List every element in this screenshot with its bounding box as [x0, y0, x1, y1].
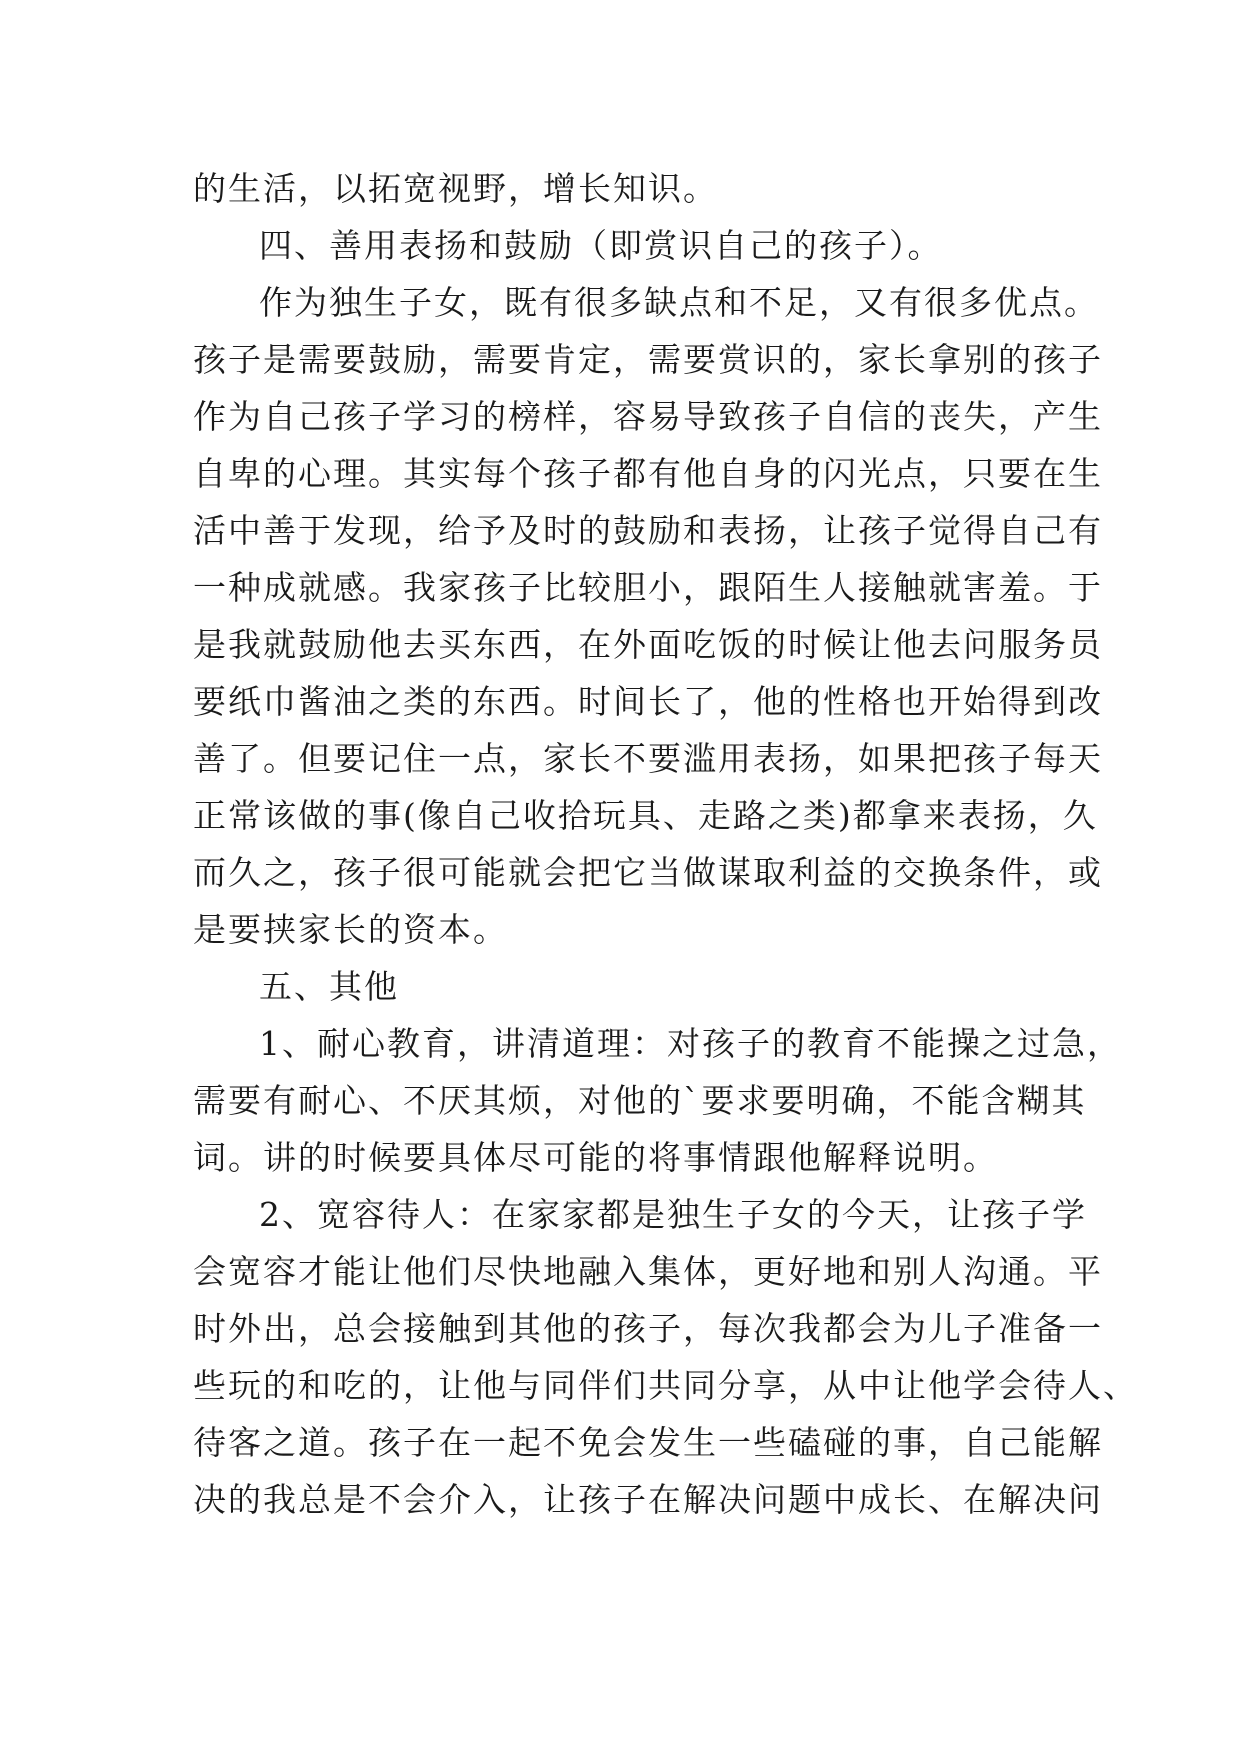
paragraph-start: 作为独生子女，既有很多缺点和不足，又有很多优点。 [259, 283, 1099, 322]
text-line: 是要挟家长的资本。 [193, 910, 508, 949]
text-line: 自卑的心理。其实每个孩子都有他自身的闪光点，只要在生 [193, 454, 1103, 493]
text-line: 待客之道。孩子在一起不免会发生一些磕碰的事，自己能解 [193, 1423, 1103, 1462]
text-line: 而久之，孩子很可能就会把它当做谋取利益的交换条件，或 [193, 853, 1103, 892]
text-line: 的生活，以拓宽视野，增长知识。 [193, 169, 718, 208]
text-line: 一种成就感。我家孩子比较胆小，跟陌生人接触就害羞。于 [193, 568, 1103, 607]
section-heading-5: 五、其他 [259, 967, 399, 1006]
section-heading-4: 四、善用表扬和鼓励（即赏识自己的孩子）。 [259, 226, 943, 265]
text-line: 孩子是需要鼓励，需要肯定，需要赏识的，家长拿别的孩子 [193, 340, 1103, 379]
text-line: 词。讲的时候要具体尽可能的将事情跟他解释说明。 [193, 1138, 998, 1177]
text-line: 会宽容才能让他们尽快地融入集体，更好地和别人沟通。平 [193, 1252, 1103, 1291]
text-line: 是我就鼓励他去买东西，在外面吃饭的时候让他去问服务员 [193, 625, 1103, 664]
text-line: 要纸巾酱油之类的东西。时间长了，他的性格也开始得到改 [193, 682, 1103, 721]
text-line: 活中善于发现，给予及时的鼓励和表扬，让孩子觉得自己有 [193, 511, 1103, 550]
text-line: 需要有耐心、不厌其烦，对他的`要求要明确，不能含糊其 [193, 1081, 1087, 1120]
body-text [193, 160, 1138, 1528]
text-line: 决的我总是不会介入，让孩子在解决问题中成长、在解决问 [193, 1480, 1103, 1519]
text-line: 作为自己孩子学习的榜样，容易导致孩子自信的丧失，产生 [193, 397, 1103, 436]
paragraph-start: 1、耐心教育，讲清道理：对孩子的教育不能操之过急， [259, 1024, 1122, 1063]
text-line: 些玩的和吃的，让他与同伴们共同分享，从中让他学会待人、 [193, 1366, 1138, 1405]
paragraph-start: 2、宽容待人：在家家都是独生子女的今天，让孩子学 [259, 1195, 1087, 1234]
text-line: 时外出，总会接触到其他的孩子，每次我都会为儿子准备一 [193, 1309, 1103, 1348]
text-line: 正常该做的事(像自己收拾玩具、走路之类)都拿来表扬，久 [193, 796, 1098, 835]
text-line: 善了。但要记住一点，家长不要滥用表扬，如果把孩子每天 [193, 739, 1103, 778]
